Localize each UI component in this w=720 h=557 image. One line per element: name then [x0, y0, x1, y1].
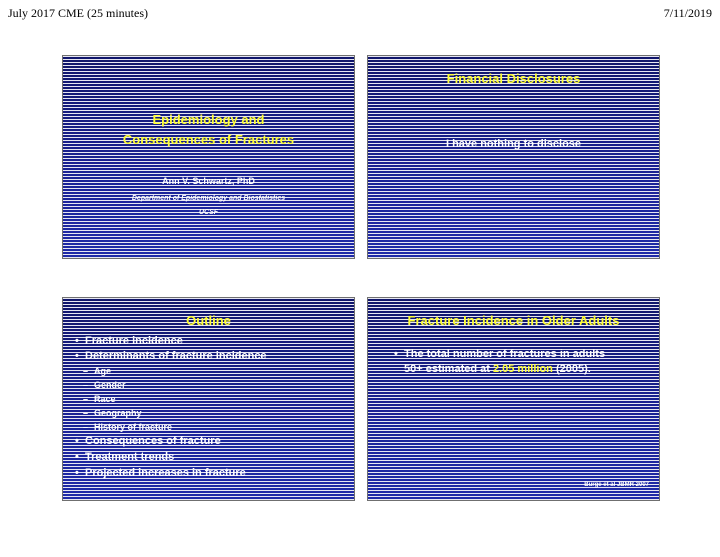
- outline-subitem: – Age: [83, 366, 112, 376]
- header-date: 7/11/2019: [663, 6, 712, 20]
- slide-outline-title: Outline: [186, 313, 231, 328]
- slide-title: [62, 55, 355, 259]
- outline-bullet: • Determinants of fracture incidence: [75, 350, 267, 362]
- outline-bullet: • Consequences of fracture: [75, 435, 221, 447]
- slide-disclosures-title: Financial Disclosures: [446, 71, 581, 86]
- outline-bullet: • Projected increases in fracture: [75, 467, 246, 479]
- outline-subitem: – Race: [83, 394, 116, 404]
- outline-subitem: – Gender: [83, 380, 126, 390]
- fracture-bullet-line2: 50+ estimated at 2.05 million (2005).: [404, 363, 591, 375]
- slide-outline: [62, 297, 355, 501]
- slide-title-line1: Epidemiology and: [152, 112, 265, 127]
- slide-fracture-title: Fracture Incidence in Older Adults: [407, 313, 620, 328]
- fracture-highlight-value: 2.05 million: [492, 363, 553, 375]
- slide-institution: UCSF: [198, 209, 219, 216]
- outline-bullet: • Fracture incidence: [75, 335, 183, 347]
- slide-disclosures: [367, 55, 660, 259]
- slide-citation: Burge et al JBMR 2007: [584, 482, 649, 488]
- slide-author: Ann V. Schwartz, PhD: [162, 176, 255, 186]
- outline-bullet: • Treatment trends: [75, 451, 175, 463]
- outline-subitem: – History of fracture: [83, 422, 173, 432]
- outline-subitem: – Geography: [83, 408, 142, 418]
- slide-department: Department of Epidemiology and Biostatistics: [131, 195, 286, 202]
- slide-fracture-incidence: [367, 297, 660, 501]
- header-course-title: July 2017 CME (25 minutes): [8, 6, 148, 20]
- slide-title-line2: Consequences of Fractures: [122, 132, 295, 147]
- fracture-bullet-line1: • The total number of fractures in adults: [394, 348, 606, 360]
- slide-disclosures-body: I have nothing to disclose: [445, 138, 582, 150]
